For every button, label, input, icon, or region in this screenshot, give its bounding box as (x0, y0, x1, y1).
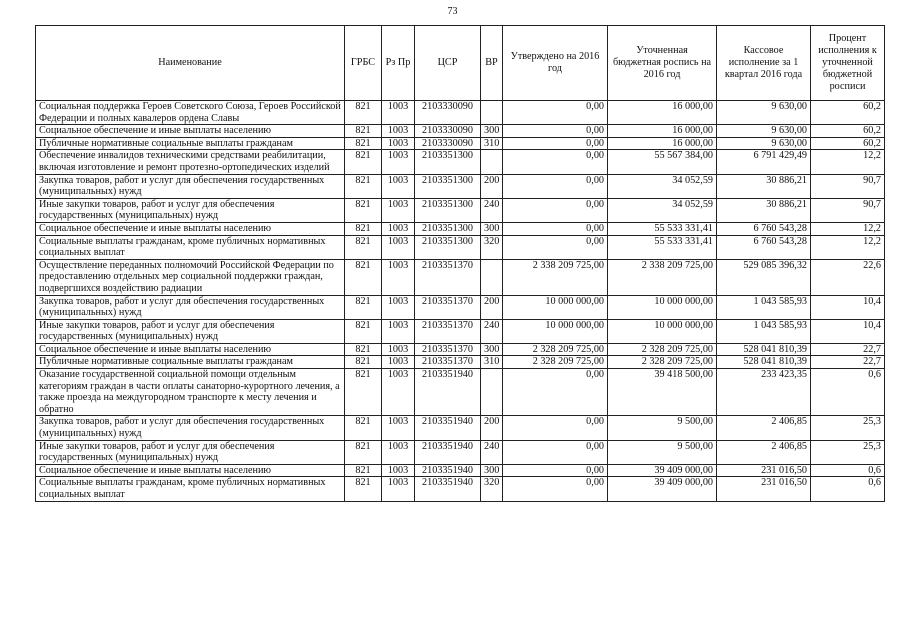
cell-cash: 30 886,21 (717, 174, 811, 198)
table-row (36, 477, 885, 501)
cell-vr: 200 (481, 295, 503, 319)
cell-csr: 2103351300 (415, 222, 481, 235)
cell-vr: 300 (481, 222, 503, 235)
cell-csr: 2103351300 (415, 198, 481, 222)
cell-grbs: 821 (345, 125, 382, 138)
cell-approved: 0,00 (503, 137, 608, 150)
cell-csr: 2103351940 (415, 477, 481, 501)
cell-vr (481, 369, 503, 416)
cell-cash: 30 886,21 (717, 198, 811, 222)
cell-refined: 39 409 000,00 (608, 464, 717, 477)
cell-csr: 2103351940 (415, 464, 481, 477)
cell-rzpr: 1003 (382, 416, 415, 440)
table-row (36, 137, 885, 150)
cell-cash: 231 016,50 (717, 464, 811, 477)
cell-approved: 10 000 000,00 (503, 319, 608, 343)
cell-csr: 2103351300 (415, 174, 481, 198)
cell-refined: 34 052,59 (608, 198, 717, 222)
cell-name: Иные закупки товаров, работ и услуг для обеспечения государственных (муниципальных) нужд (36, 319, 345, 343)
cell-refined: 16 000,00 (608, 125, 717, 138)
cell-rzpr: 1003 (382, 174, 415, 198)
cell-grbs: 821 (345, 259, 382, 295)
cell-cash: 231 016,50 (717, 477, 811, 501)
cell-refined: 2 328 209 725,00 (608, 343, 717, 356)
cell-approved: 0,00 (503, 174, 608, 198)
header-name: Наименование (36, 26, 345, 101)
cell-name: Социальная поддержка Героев Советского Союза, Героев Российской Федерации и полных кавалеров ордена Славы (36, 101, 345, 125)
cell-cash: 528 041 810,39 (717, 343, 811, 356)
cell-grbs: 821 (345, 440, 382, 464)
cell-csr: 2103330090 (415, 101, 481, 125)
cell-cash: 9 630,00 (717, 125, 811, 138)
cell-rzpr: 1003 (382, 477, 415, 501)
cell-percent: 22,7 (811, 343, 885, 356)
cell-rzpr: 1003 (382, 343, 415, 356)
cell-approved: 0,00 (503, 235, 608, 259)
table-row (36, 198, 885, 222)
cell-cash: 233 423,35 (717, 369, 811, 416)
cell-refined: 10 000 000,00 (608, 319, 717, 343)
cell-rzpr: 1003 (382, 440, 415, 464)
cell-refined: 39 418 500,00 (608, 369, 717, 416)
cell-name: Осуществление переданных полномочий Российской Федерации по предоставлению отдельных мер социальной поддержки граждан, подвергшихся воздействию радиации (36, 259, 345, 295)
cell-cash: 6 760 543,28 (717, 235, 811, 259)
cell-grbs: 821 (345, 477, 382, 501)
cell-cash: 6 791 429,49 (717, 150, 811, 174)
cell-percent: 12,2 (811, 150, 885, 174)
cell-name: Социальное обеспечение и иные выплаты населению (36, 125, 345, 138)
cell-csr: 2103351940 (415, 440, 481, 464)
cell-csr: 2103351940 (415, 369, 481, 416)
cell-csr: 2103351370 (415, 259, 481, 295)
cell-vr: 310 (481, 137, 503, 150)
cell-approved: 0,00 (503, 416, 608, 440)
table-row (36, 440, 885, 464)
cell-approved: 0,00 (503, 464, 608, 477)
cell-percent: 10,4 (811, 319, 885, 343)
cell-grbs: 821 (345, 319, 382, 343)
cell-name: Социальное обеспечение и иные выплаты населению (36, 222, 345, 235)
cell-csr: 2103351300 (415, 235, 481, 259)
table-row (36, 464, 885, 477)
cell-name: Закупка товаров, работ и услуг для обеспечения государственных (муниципальных) нужд (36, 174, 345, 198)
table-row (36, 222, 885, 235)
cell-name: Социальные выплаты гражданам, кроме публичных нормативных социальных выплат (36, 477, 345, 501)
cell-refined: 16 000,00 (608, 137, 717, 150)
table-row (36, 356, 885, 369)
cell-csr: 2103351940 (415, 416, 481, 440)
cell-grbs: 821 (345, 235, 382, 259)
cell-percent: 0,6 (811, 477, 885, 501)
cell-refined: 34 052,59 (608, 174, 717, 198)
cell-approved: 2 338 209 725,00 (503, 259, 608, 295)
cell-vr: 310 (481, 356, 503, 369)
cell-percent: 90,7 (811, 198, 885, 222)
cell-approved: 0,00 (503, 369, 608, 416)
header-csr: ЦСР (415, 26, 481, 101)
cell-name: Оказание государственной социальной помощи отдельным категориям граждан в части оплаты санаторно-курортного лечения, а также проезда на междугородном транспорте к месту лечения и обратно (36, 369, 345, 416)
cell-csr: 2103351300 (415, 150, 481, 174)
cell-rzpr: 1003 (382, 222, 415, 235)
cell-percent: 22,6 (811, 259, 885, 295)
cell-approved: 0,00 (503, 222, 608, 235)
cell-csr: 2103351370 (415, 343, 481, 356)
cell-refined: 9 500,00 (608, 416, 717, 440)
cell-grbs: 821 (345, 198, 382, 222)
cell-approved: 0,00 (503, 477, 608, 501)
cell-grbs: 821 (345, 101, 382, 125)
cell-refined: 55 533 331,41 (608, 235, 717, 259)
cell-percent: 0,6 (811, 369, 885, 416)
cell-cash: 529 085 396,32 (717, 259, 811, 295)
cell-cash: 1 043 585,93 (717, 295, 811, 319)
cell-rzpr: 1003 (382, 259, 415, 295)
cell-grbs: 821 (345, 343, 382, 356)
cell-cash: 528 041 810,39 (717, 356, 811, 369)
cell-name: Закупка товаров, работ и услуг для обеспечения государственных (муниципальных) нужд (36, 295, 345, 319)
cell-rzpr: 1003 (382, 319, 415, 343)
table-row (36, 416, 885, 440)
cell-name: Иные закупки товаров, работ и услуг для обеспечения государственных (муниципальных) нужд (36, 198, 345, 222)
header-vr: ВР (481, 26, 503, 101)
table-row (36, 295, 885, 319)
cell-rzpr: 1003 (382, 150, 415, 174)
table-row (36, 101, 885, 125)
cell-approved: 0,00 (503, 125, 608, 138)
table-row (36, 235, 885, 259)
cell-rzpr: 1003 (382, 235, 415, 259)
cell-vr: 200 (481, 174, 503, 198)
cell-grbs: 821 (345, 295, 382, 319)
cell-name: Публичные нормативные социальные выплаты гражданам (36, 356, 345, 369)
cell-rzpr: 1003 (382, 295, 415, 319)
cell-rzpr: 1003 (382, 198, 415, 222)
cell-cash: 2 406,85 (717, 440, 811, 464)
cell-refined: 55 567 384,00 (608, 150, 717, 174)
cell-refined: 55 533 331,41 (608, 222, 717, 235)
cell-refined: 10 000 000,00 (608, 295, 717, 319)
cell-vr: 240 (481, 198, 503, 222)
cell-rzpr: 1003 (382, 369, 415, 416)
cell-csr: 2103351370 (415, 356, 481, 369)
header-cash: Кассовое исполнение за 1 квартал 2016 года (717, 26, 811, 101)
cell-csr: 2103351370 (415, 295, 481, 319)
cell-name: Обеспечение инвалидов техническими средствами реабилитации, включая изготовление и ремонт протезно-ортопедических изделий (36, 150, 345, 174)
table-row (36, 125, 885, 138)
cell-percent: 25,3 (811, 440, 885, 464)
cell-percent: 90,7 (811, 174, 885, 198)
cell-refined: 2 338 209 725,00 (608, 259, 717, 295)
header-refined: Уточненная бюджетная роспись на 2016 год (608, 26, 717, 101)
cell-approved: 0,00 (503, 150, 608, 174)
cell-percent: 22,7 (811, 356, 885, 369)
cell-refined: 16 000,00 (608, 101, 717, 125)
cell-rzpr: 1003 (382, 125, 415, 138)
cell-vr: 300 (481, 125, 503, 138)
cell-refined: 9 500,00 (608, 440, 717, 464)
cell-approved: 10 000 000,00 (503, 295, 608, 319)
cell-percent: 10,4 (811, 295, 885, 319)
cell-name: Публичные нормативные социальные выплаты гражданам (36, 137, 345, 150)
cell-name: Иные закупки товаров, работ и услуг для обеспечения государственных (муниципальных) нужд (36, 440, 345, 464)
table-row (36, 343, 885, 356)
cell-percent: 60,2 (811, 101, 885, 125)
table-row (36, 369, 885, 416)
cell-approved: 0,00 (503, 440, 608, 464)
cell-csr: 2103330090 (415, 137, 481, 150)
cell-vr (481, 259, 503, 295)
cell-rzpr: 1003 (382, 356, 415, 369)
cell-grbs: 821 (345, 137, 382, 150)
cell-rzpr: 1003 (382, 464, 415, 477)
cell-percent: 25,3 (811, 416, 885, 440)
cell-approved: 2 328 209 725,00 (503, 343, 608, 356)
cell-grbs: 821 (345, 369, 382, 416)
cell-percent: 12,2 (811, 235, 885, 259)
cell-approved: 0,00 (503, 198, 608, 222)
cell-vr: 300 (481, 343, 503, 356)
table-row (36, 319, 885, 343)
cell-percent: 0,6 (811, 464, 885, 477)
budget-table (35, 25, 885, 502)
cell-vr: 240 (481, 440, 503, 464)
cell-cash: 1 043 585,93 (717, 319, 811, 343)
cell-rzpr: 1003 (382, 101, 415, 125)
header-percent: Процент исполнения к уточненной бюджетной росписи (811, 26, 885, 101)
cell-cash: 9 630,00 (717, 137, 811, 150)
cell-cash: 9 630,00 (717, 101, 811, 125)
header-grbs: ГРБС (345, 26, 382, 101)
cell-percent: 60,2 (811, 137, 885, 150)
cell-refined: 2 328 209 725,00 (608, 356, 717, 369)
header-approved: Утверждено на 2016 год (503, 26, 608, 101)
cell-name: Социальное обеспечение и иные выплаты населению (36, 464, 345, 477)
page-number: 73 (447, 6, 458, 17)
cell-grbs: 821 (345, 174, 382, 198)
table-row (36, 150, 885, 174)
cell-vr (481, 150, 503, 174)
cell-vr: 240 (481, 319, 503, 343)
cell-vr: 300 (481, 464, 503, 477)
cell-approved: 2 328 209 725,00 (503, 356, 608, 369)
header-rzpr: Рз Пр (382, 26, 415, 101)
cell-name: Социальные выплаты гражданам, кроме публичных нормативных социальных выплат (36, 235, 345, 259)
table-row (36, 259, 885, 295)
cell-grbs: 821 (345, 464, 382, 477)
cell-refined: 39 409 000,00 (608, 477, 717, 501)
cell-vr (481, 101, 503, 125)
cell-cash: 6 760 543,28 (717, 222, 811, 235)
cell-csr: 2103330090 (415, 125, 481, 138)
cell-vr: 320 (481, 477, 503, 501)
cell-cash: 2 406,85 (717, 416, 811, 440)
cell-percent: 60,2 (811, 125, 885, 138)
cell-grbs: 821 (345, 222, 382, 235)
cell-name: Закупка товаров, работ и услуг для обеспечения государственных (муниципальных) нужд (36, 416, 345, 440)
table-row (36, 174, 885, 198)
cell-rzpr: 1003 (382, 137, 415, 150)
table-body (36, 101, 885, 502)
cell-grbs: 821 (345, 150, 382, 174)
cell-grbs: 821 (345, 416, 382, 440)
cell-vr: 320 (481, 235, 503, 259)
cell-grbs: 821 (345, 356, 382, 369)
cell-percent: 12,2 (811, 222, 885, 235)
cell-csr: 2103351370 (415, 319, 481, 343)
cell-vr: 200 (481, 416, 503, 440)
cell-approved: 0,00 (503, 101, 608, 125)
table-header-row (36, 26, 885, 101)
cell-name: Социальное обеспечение и иные выплаты населению (36, 343, 345, 356)
